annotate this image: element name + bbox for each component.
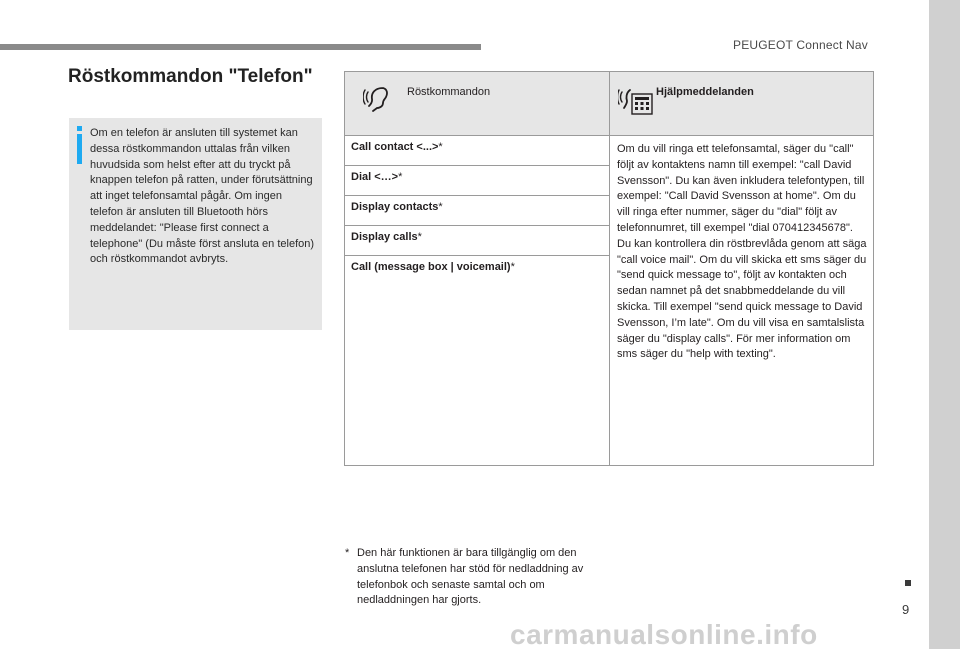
col-header-help (610, 72, 874, 136)
command-cell: Call contact <...>* (345, 136, 610, 166)
col-header-commands-label: Röstkommandon (407, 86, 491, 98)
side-margin-bar (929, 0, 960, 649)
watermark: carmanualsonline.info (510, 619, 818, 650)
command-cell: Dial <…>* (345, 166, 610, 196)
command-cell: Display calls* (345, 226, 610, 256)
info-box (69, 118, 322, 330)
col-header-help-label: Hjälpmeddelanden (656, 86, 754, 98)
footnote-text: Den här funktionen är bara tillgänglig om den anslutna telefonen har stöd för nedladdning av telefonbok och senaste samtal och om nedladdningen har gjorts. (357, 547, 584, 607)
command-cell: Call (message box | voicemail)* (345, 256, 610, 286)
footnote (345, 546, 615, 609)
col-header-commands (345, 72, 610, 136)
voice-command-table (344, 71, 874, 466)
command-cell: Display contacts* (345, 196, 610, 226)
footnote-marker: * (345, 547, 350, 559)
empty-cell (345, 285, 610, 466)
info-text: Om en telefon är ansluten till systemet kan dessa röstkommandon uttalas från vilken huvudsida som helst efter att du tryckt på knappen telefon på ratten, under förutsättning att inget telefonsamtal pågår. Om ingen telefon är ansluten till Bluetooth hörs meddelandet: "Please first connect a telephone" (Du måste först ansluta en telefon) och röstkommandot avbryts. (90, 127, 315, 266)
section-title: Röstkommandon "Telefon" (68, 66, 313, 87)
voice-command-icon (363, 84, 393, 117)
header-rule (0, 44, 481, 50)
voice-help-icon (618, 84, 654, 119)
page-number: 9 (902, 602, 910, 617)
help-text-cell: Om du vill ringa ett telefonsamtal, säger du "call" följt av kontaktens namn till exempel: "call David Svensson". Du kan även inkludera telefontypen, till exempel: "Call David Svensson at home". Om du vill ringa efter nummer, säger du "dial" följt av telefonnumret, till exempel "dial 070412345678". Du kan kontrollera din röstbrevlåda genom att säga "call voice mail". Om du vill skicka ett sms säger du "send quick message to", följt av kontakten och sedan namnet på det snabbmeddelande du vill skicka. Till exempel "send quick message to David Svensson, I’m late". Om du vill visa en samtalslista säger du "display calls". För mer information om sms säger du "help with texting". (610, 136, 874, 466)
header-brand: PEUGEOT Connect Nav (733, 38, 868, 52)
page-marker (905, 580, 911, 586)
info-icon (75, 126, 83, 164)
